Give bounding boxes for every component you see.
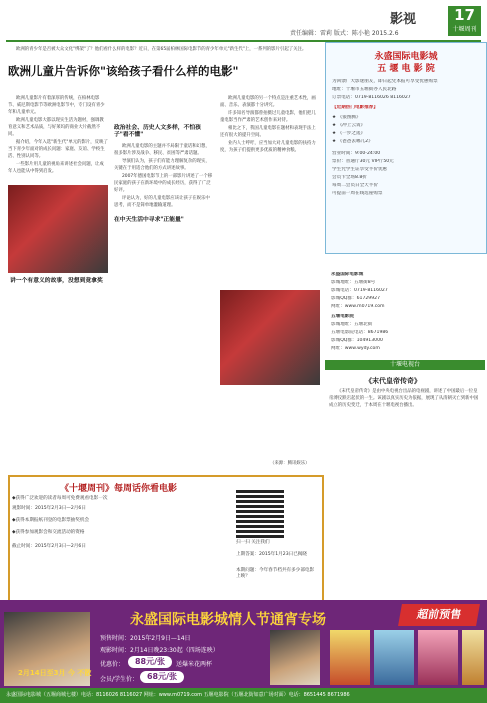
ad-line: 票价：普通厅30元 VIP厅50元 bbox=[332, 159, 394, 164]
ad-line: 每周二会员日全天半价 bbox=[332, 183, 378, 188]
ad-line: 地址：十堰市五堰街办人民北路 bbox=[332, 87, 397, 92]
promo-item: ◆获得本期报纸刊登的电影票抽奖机会 bbox=[12, 518, 90, 523]
promo-title: 《十堰周刊》每周话你看电影 bbox=[60, 484, 178, 494]
cinema-ad-title: 永盛国际电影城 bbox=[374, 52, 438, 62]
ad-line: ★ 《冲上云霄》 bbox=[332, 123, 366, 128]
promo-item: ◆获得广泛欢迎的读者每周可免费观看电影一次 bbox=[12, 496, 108, 501]
info-line: 网址：www.wydy.com bbox=[331, 346, 380, 351]
info-line: 网址：www.m0719.com bbox=[331, 304, 385, 309]
page-number-box bbox=[448, 6, 481, 36]
ad-line: 【近期热门电影推荐】 bbox=[332, 105, 378, 110]
info-line: 影城地址：五堰街8号 bbox=[331, 280, 376, 285]
article-column-1: 欧洲儿童影片有着深厚的传统，在柏林电影节、威尼斯电影节等欧洲电影节中，专门设有青少年和儿童单元。 欧洲儿童电影大都以现实生活为题材，强调教育意义和艺术品质，与好莱坞的商业大片截然不同。 据介绍，今年入选"新生代"单元的影片，反映了当下青少年面对的成长问题：家庭、友谊、学校生活、性别认同等。 一些影片用儿童的视角来讲述社会问题，让成年人也能从中得到启发。 bbox=[8, 96, 108, 174]
article-column-2: 政治社会、历史人文多样，不怕孩子"看不懂" 欧洲儿童电影的主题并不局限于童话和幻想，很多影片涉及战争、移民、贫困等严肃话题。 导演们认为，孩子们有能力理解复杂的现实，关键在于用适合他们的方式讲述故事。 2007年德国电影节上的一部影片讲述了一个移民家庭的孩子在新环境中的成长经历，获得了广泛好评。 评论认为，好的儿童电影应该让孩子在娱乐中思考，而不是简单地灌输道理。 在中天生活中寻求"正能量" bbox=[114, 125, 213, 223]
couple-photo bbox=[270, 630, 320, 685]
tv-program-desc: 《末代皇帝传奇》是由中央电视台出品的电视剧，讲述了中国最后一位皇帝溥仪跌宕起伏的一生。该剧以真实历史为依据，展现了从清朝灭亡到新中国成立的历史变迁，于本周在十堰电视台播出。 bbox=[329, 389, 479, 408]
info-line: 五堰电影院 bbox=[331, 314, 354, 319]
ad-line: 营业时间：9:00-24:00 bbox=[332, 151, 381, 156]
price-1: 88元/张 bbox=[128, 656, 172, 668]
info-line: 影城QQ群：104913000 bbox=[331, 338, 383, 343]
presale-time: 预售时间：2015年2月9日—14日 bbox=[100, 635, 191, 642]
promo-hotline: 上期答案：2015年1月23日已揭晓 bbox=[236, 552, 307, 557]
promo-item: ◆获得参加观影会和交流活动的资格 bbox=[12, 530, 85, 535]
promo-note: 本期问题：今年春节档共有多少部电影上映？ bbox=[236, 568, 315, 579]
qr-caption: 扫一扫 关注我们 bbox=[236, 540, 270, 545]
article-byline: （来源：腾讯娱乐） bbox=[270, 461, 310, 466]
price-2: 68元/张 bbox=[140, 671, 184, 683]
editor-meta: 责任编辑：雷莉 版式：陈小艳 2015.2.6 bbox=[290, 30, 399, 37]
section-title: 影视 bbox=[390, 12, 417, 27]
subhead-1: 讲一个有意义的故事，没想到竟拿奖 bbox=[10, 278, 103, 284]
article-intro: 欧洲的青少年是否被大众文化"绑架"了？他们看什么样的电影？近日，在第65届柏林国际电影节的青少年单元"新生代"上，一系列的影片引起了关注。 bbox=[16, 47, 307, 52]
movie-poster-2 bbox=[374, 630, 414, 685]
banner-tagline: 2月14日至3月 今 不散 bbox=[18, 669, 92, 677]
movie-scene-photo bbox=[220, 290, 320, 385]
info-line: 影城电话：0719-8116027 bbox=[331, 288, 388, 293]
info-line: 影城地址：五堰北街 bbox=[331, 322, 373, 327]
movie-poster-4 bbox=[462, 630, 484, 685]
ad-line: ★ 《狼图腾》 bbox=[332, 115, 361, 120]
subhead-2: 政治社会、历史人文多样，不怕孩子"看不懂" bbox=[114, 125, 201, 138]
info-line: 影城QQ群：61729927 bbox=[331, 296, 380, 301]
info-line: 五堰电影院电话：8671986 bbox=[331, 330, 389, 335]
cinema-ad-box bbox=[325, 42, 487, 254]
ad-line: 学生凭学生证享受半价优惠 bbox=[332, 167, 388, 172]
banner-footer: 永盛国际电影城（五堰商城七楼）电话：8116026 8116027 网址：www.m0719.com 五堰电影院（五堰北街如意广场对面）电话：8651445 8671986 bbox=[0, 688, 487, 703]
ad-line: ★ 《一步之遥》 bbox=[332, 131, 366, 136]
page-header bbox=[0, 0, 487, 40]
show-time: 观影时间：2月14日晚23:30起（四场连映） bbox=[100, 647, 219, 654]
tv-section-title: 十堰电视台 bbox=[325, 360, 485, 370]
presale-tag: 超前预售 bbox=[398, 604, 480, 626]
info-line: 永盛国际电影城 bbox=[331, 272, 364, 277]
page-number: 17 bbox=[454, 6, 475, 24]
article-column-3: 欧洲儿童电影的另一个特点是注重艺术性，画面、音乐、表演都十分讲究。 许多知名导演都曾拍摄过儿童电影，他们把儿童电影当作严肃的艺术创作来对待。 相比之下，我国儿童电影在题材和表现手法上还有很大的提升空间。 业内人士呼吁，应当加大对儿童电影的扶持力度，为孩子们提供更多优质的精神食粮。 bbox=[220, 96, 316, 153]
movie-poster-1 bbox=[330, 630, 370, 685]
ad-line: ★ 《爸爸去哪儿2》 bbox=[332, 139, 373, 144]
banner-title: 永盛国际电影城情人节通宵专场 bbox=[130, 612, 326, 628]
promo-item: 观影时间：2015年2月3日—2月6日 bbox=[12, 506, 86, 511]
cinema-ad-subtitle: 五 堰 电 影 院 bbox=[377, 64, 435, 74]
movie-poster-3 bbox=[418, 630, 458, 685]
promo-item: 截止时间：2015年2月3日—2月6日 bbox=[12, 544, 86, 549]
price-label-2: 会员/学生价： bbox=[100, 676, 139, 683]
paper-name: 十堰周刊 bbox=[452, 26, 477, 33]
cinema-info-box bbox=[325, 270, 485, 475]
ad-line: 可提前一周在线选座购票 bbox=[332, 191, 383, 196]
movie-still-photo bbox=[8, 185, 108, 273]
price-note-1: 送爆米花两杯 bbox=[176, 661, 213, 668]
ad-line: 为回馈广大影迷朋友，即日起凭本报可享受优惠购票 bbox=[332, 79, 438, 84]
ad-line: 会员卡全场8.8折 bbox=[332, 175, 367, 180]
headline: 欧洲儿童片告诉你"该给孩子看什么样的电影" bbox=[8, 64, 239, 78]
ad-line: 订票电话：0719-8116026 8116027 bbox=[332, 95, 411, 100]
price-label-1: 优惠价： bbox=[100, 661, 125, 668]
tv-program-title: 《末代皇帝传奇》 bbox=[365, 377, 421, 385]
qr-code[interactable] bbox=[236, 490, 284, 538]
subhead-3: 在中天生活中寻求"正能量" bbox=[114, 217, 184, 223]
